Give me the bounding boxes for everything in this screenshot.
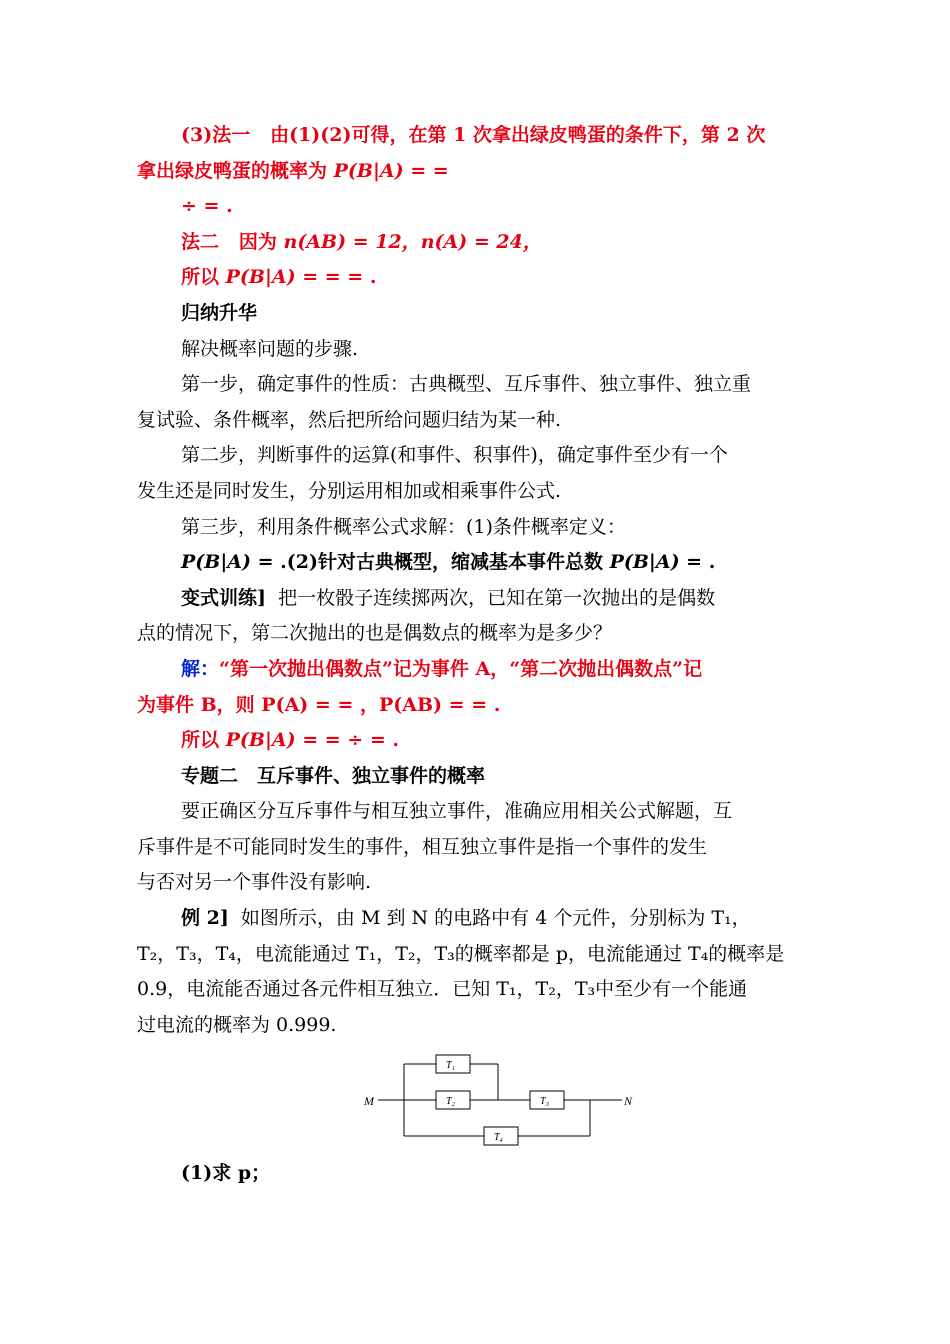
method1-line1: [137, 118, 817, 154]
exercise-text-b: 点的情况下，第二次抛出的也是偶数点的概率为是多少？: [137, 622, 613, 645]
step3-expr2: P(B|A): [609, 551, 680, 574]
exercise-text-a: 把一枚骰子连续掷两次，已知在第一次抛出的是偶数: [278, 586, 716, 609]
example2-label: 例 2]: [181, 907, 229, 930]
step3-expr: P(B|A): [181, 551, 251, 574]
label-t1: T₁: [446, 1060, 456, 1071]
method1-line2: [137, 154, 817, 190]
method1-eq: = =: [403, 159, 449, 182]
solution-b: 为事件 B，则 P(A) = = ，P(AB) = = .: [137, 693, 501, 716]
summary-step2-a: 第二步，判断事件的运算(和事件、积事件)，确定事件至少有一个: [181, 444, 728, 467]
topic2-p-a: 要正确区分互斥事件与相互独立事件，准确应用相关公式解题，互: [181, 800, 733, 823]
label-t4: T₄: [494, 1132, 504, 1143]
method2-line2-expr: P(B|A): [225, 266, 296, 289]
summary-step3-b: [137, 545, 817, 581]
circuit-diagram: [360, 1048, 640, 1152]
method2-label: 法二: [181, 230, 220, 253]
solution-a: “第一次抛出偶数点”记为事件 A，“第二次抛出偶数点”记: [219, 657, 703, 680]
method1-line3: ÷ = .: [181, 195, 233, 218]
method2-line1: [137, 225, 817, 261]
method2-n-a: n(A) = 24，: [420, 230, 542, 253]
label-m: M: [364, 1094, 374, 1108]
example2-a: 如图所示，由 M 到 N 的电路中有 4 个元件，分别标为 T₁，: [240, 907, 751, 930]
summary-step1-a: 第一步，确定事件的性质：古典概型、互斥事件、独立事件、独立重: [181, 373, 752, 396]
solution-c-expr: P(B|A): [225, 729, 296, 752]
solution-c-pre: 所以: [181, 729, 226, 752]
method2-line2-post: = = = .: [295, 266, 377, 289]
question1: (1)求 p；: [181, 1162, 271, 1184]
example2-b: T₂，T₃，T₄，电流能通过 T₁，T₂，T₃的概率都是 p，电流能通过 T₄的概率是: [137, 942, 785, 965]
label-t2: T₂: [446, 1096, 456, 1107]
method1-text2: 拿出绿皮鸭蛋的概率为: [137, 159, 334, 182]
solution-c-post: = = ÷ = .: [295, 729, 399, 752]
exercise-line1: [137, 581, 817, 617]
method1-label: (3)法一: [181, 124, 251, 146]
exercise-label: 变式训练]: [181, 586, 266, 609]
example2-c: 0.9，电流能否通过各元件相互独立．已知 T₁，T₂，T₃中至少有一个能通: [137, 978, 748, 1001]
summary-intro: 解决概率问题的步骤.: [181, 337, 359, 360]
summary-heading: 归纳升华: [181, 301, 258, 324]
solution-label: 解：: [181, 657, 220, 680]
summary-step2-b: 发生还是同时发生，分别运用相加或相乘事件公式.: [137, 479, 562, 502]
method2-line2-pre: 所以: [181, 266, 226, 289]
topic2-p-c: 与否对另一个事件没有影响.: [137, 871, 372, 894]
method1-text1: 由(1)(2)可得，在第 1 次拿出绿皮鸭蛋的条件下，第 2 次: [270, 124, 766, 146]
summary-step1-b: 复试验、条件概率，然后把所给问题归结为某一种.: [137, 408, 562, 431]
step3-end: = .: [679, 551, 716, 574]
method2-line2: [137, 260, 817, 296]
circuit-svg: [360, 1048, 640, 1152]
label-n: N: [624, 1094, 633, 1108]
topic2-p-b: 斥事件是不可能同时发生的事件，相互独立事件是指一个事件的发生: [137, 835, 708, 858]
solution-line3: [137, 723, 817, 759]
example2-d: 过电流的概率为 0.999.: [137, 1013, 337, 1036]
label-t3: T₃: [540, 1096, 550, 1107]
method2-text: 因为: [238, 230, 284, 253]
method1-expr: P(B|A): [333, 159, 404, 182]
method2-n-ab: n(AB) = 12，: [283, 230, 421, 253]
solution-line1: [137, 652, 817, 688]
summary-step3-a: 第三步，利用条件概率公式求解：(1)条件概率定义：: [181, 515, 626, 538]
step3-mid: = .(2)针对古典概型，缩减基本事件总数: [250, 551, 610, 574]
document-body: [137, 118, 817, 1043]
example2-line1: [137, 901, 817, 937]
topic2-heading: 专题二 互斥事件、独立事件的概率: [181, 764, 486, 787]
